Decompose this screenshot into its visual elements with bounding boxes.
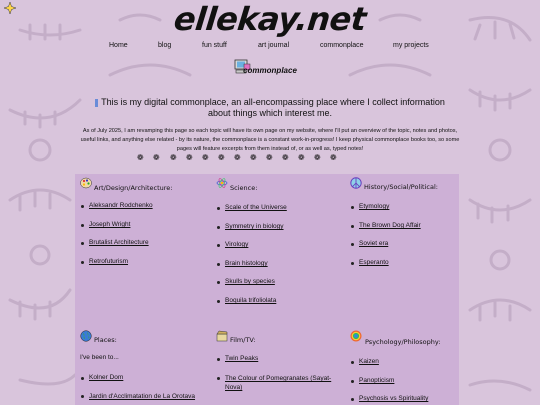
atom-icon <box>216 177 228 189</box>
category-art-title: Art/Design/Architecture: <box>94 184 173 192</box>
link-psychosis-vs-spirituality[interactable]: Psychosis vs Spirituality <box>359 395 429 402</box>
paw-icon: ❁ <box>266 153 273 162</box>
paw-icon: ❁ <box>282 153 289 162</box>
link-brutalist-architecture[interactable]: Brutalist Architecture <box>89 239 149 246</box>
link-kaizen[interactable]: Kaizen <box>359 358 379 365</box>
bullet <box>81 377 84 380</box>
bullet <box>81 205 84 208</box>
peace-icon <box>350 177 362 189</box>
paw-icon: ❁ <box>137 153 144 162</box>
category-history-title: History/Social/Political: <box>364 183 438 191</box>
bullet <box>81 395 84 398</box>
link-colour-of-pomegranates[interactable]: The Colour of Pomegranates (Sayat-Nova) <box>225 375 332 391</box>
bullet <box>217 377 220 380</box>
categories-panel <box>75 174 459 405</box>
category-film-title: Film/TV: <box>230 336 256 344</box>
paw-icon: ❁ <box>170 153 177 162</box>
category-places-title: Places: <box>94 336 117 344</box>
bullet <box>217 207 220 210</box>
pencil-icon <box>95 99 98 107</box>
paw-icon: ❁ <box>153 153 160 162</box>
intro-sentence: This is my digital commonplace, an all-encompassing place where I collect information about things which interest me. <box>101 97 445 118</box>
bullet <box>217 358 220 361</box>
bullet <box>81 224 84 227</box>
bullet <box>351 398 354 401</box>
link-symmetry-in-biology[interactable]: Symmetry in biology <box>225 223 284 230</box>
paw-icon: ❁ <box>218 153 225 162</box>
link-etymology[interactable]: Etymology <box>359 203 390 210</box>
link-esperanto[interactable]: Esperanto <box>359 259 389 266</box>
bullet <box>81 261 84 264</box>
link-twin-peaks[interactable]: Twin Peaks <box>225 355 259 362</box>
nav-art-journal[interactable]: art journal <box>258 42 290 49</box>
category-science-title: Science: <box>230 184 258 192</box>
bullet <box>351 262 354 265</box>
link-brown-dog-affair[interactable]: The Brown Dog Affair <box>359 222 421 229</box>
paw-icon: ❁ <box>298 153 305 162</box>
places-intro: I've been to... <box>80 354 119 361</box>
bullet <box>217 263 220 266</box>
link-scale-of-universe[interactable]: Scale of the Universe <box>225 204 287 211</box>
link-brain-histology[interactable]: Brain histology <box>225 260 268 267</box>
link-virology[interactable]: Virology <box>225 241 249 248</box>
palette-icon <box>80 177 92 189</box>
main-nav <box>0 42 540 54</box>
paw-icon: ❁ <box>250 153 257 162</box>
nav-my-projects[interactable]: my projects <box>393 42 429 49</box>
paw-icon: ❁ <box>314 153 321 162</box>
bullet <box>217 281 220 284</box>
page-title: commonplace <box>243 66 297 75</box>
link-aleksandr-rodchenko[interactable]: Aleksandr Rodchenko <box>89 202 153 209</box>
link-jardin-orotava[interactable]: Jardin d'Acclimatation de La Orotava <box>89 393 196 400</box>
link-soviet-era[interactable]: Soviet era <box>359 240 389 247</box>
bullet <box>217 244 220 247</box>
bullet <box>81 242 84 245</box>
paw-icon: ❁ <box>186 153 193 162</box>
bullet <box>351 225 354 228</box>
globe-icon <box>80 330 92 342</box>
paw-icon: ❁ <box>202 153 209 162</box>
rainbow-icon <box>350 330 362 342</box>
paw-icon: ❁ <box>330 153 337 162</box>
bullet <box>351 243 354 246</box>
paw-icon: ❁ <box>234 153 241 162</box>
bullet <box>217 226 220 229</box>
site-logo[interactable]: ellekay.net <box>172 0 368 38</box>
paw-divider <box>0 153 540 165</box>
bullet <box>351 206 354 209</box>
nav-blog[interactable]: blog <box>158 42 172 49</box>
bullet <box>351 380 354 383</box>
bullet <box>217 300 220 303</box>
link-panopticism[interactable]: Panopticism <box>359 377 395 384</box>
nav-commonplace[interactable]: commonplace <box>320 42 364 49</box>
clapper-icon <box>216 330 228 342</box>
link-boquila-trifoliolata[interactable]: Boquila trifoliolata <box>225 297 277 304</box>
category-psychology-title: Psychology/Philosophy: <box>365 338 441 346</box>
nav-fun-stuff[interactable]: fun stuff <box>202 42 227 49</box>
link-skulls-by-species[interactable]: Skulls by species <box>225 278 275 285</box>
link-retrofuturism[interactable]: Retrofuturism <box>89 258 129 265</box>
link-kolner-dom[interactable]: Kolner Dom <box>89 374 124 381</box>
intro-text <box>85 97 455 119</box>
nav-home[interactable]: Home <box>109 42 128 49</box>
revamp-note: As of July 2025, I am revamping this page so each topic will have its own page on my website, where I'll put an overview of the topic, notes and photos, useful links, and anything else related - by its nature, the commonplace is a constant work-in-progress! I keep physical commonplace books too, so some pages will feature excerpts from them instead of, or as well as, typed notes! <box>80 128 460 152</box>
bullet <box>351 361 354 364</box>
link-joseph-wright[interactable]: Joseph Wright <box>89 221 131 228</box>
